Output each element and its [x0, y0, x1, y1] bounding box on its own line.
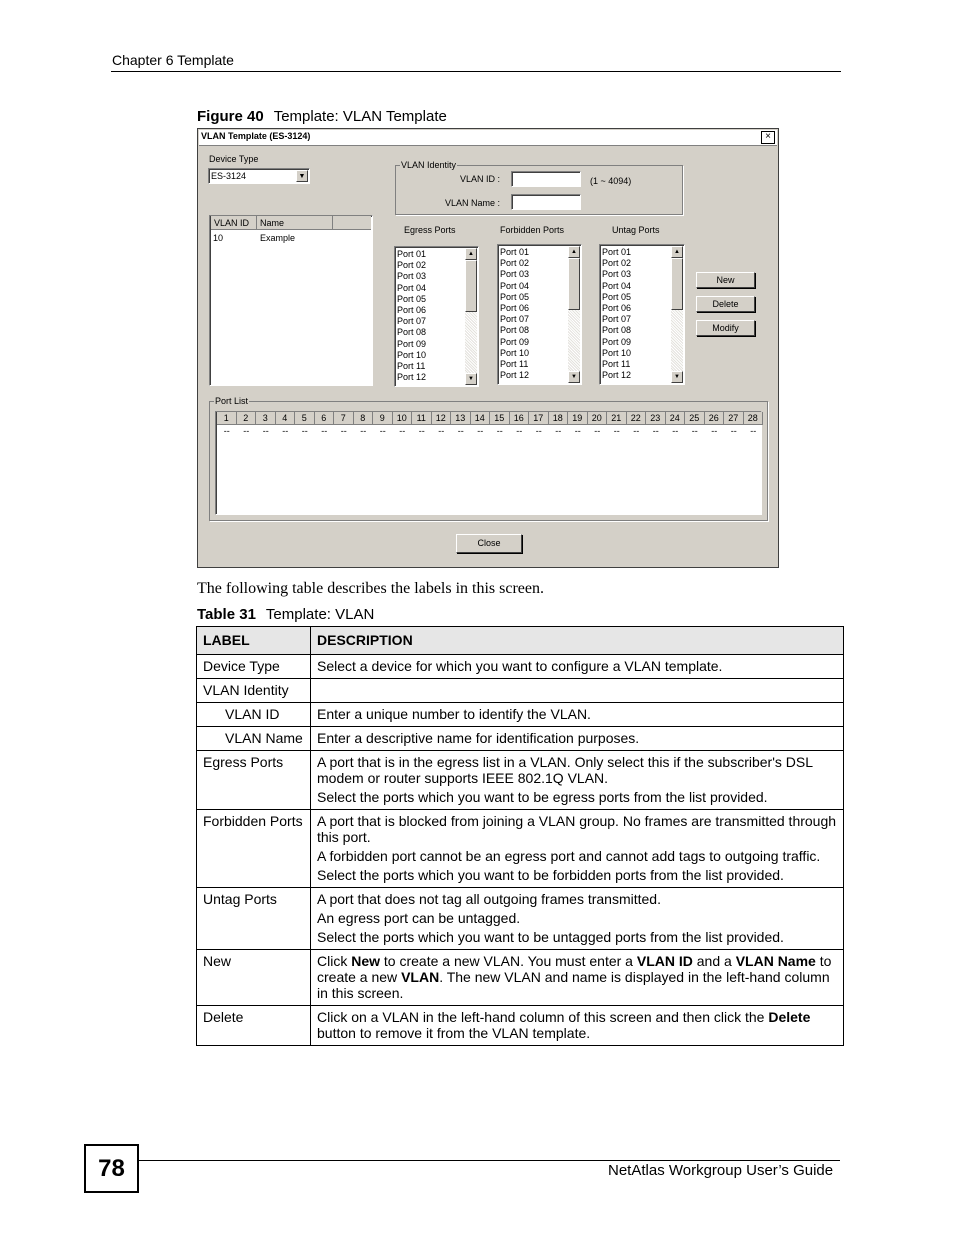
desc-text: to create a new [317, 953, 832, 985]
vlan-list[interactable] [209, 215, 373, 386]
vlan-id-input[interactable] [511, 171, 581, 187]
port-list-item[interactable]: Port 02 [500, 258, 530, 269]
close-button[interactable]: Close [456, 534, 522, 553]
desc-text: button to remove it from the VLAN template. [317, 1025, 591, 1041]
port-column-header[interactable]: 9 [373, 412, 393, 425]
port-list-item[interactable]: Port 08 [500, 325, 530, 336]
port-column-header[interactable]: 6 [315, 412, 335, 425]
desc-bold: VLAN ID [636, 953, 693, 969]
port-column-header[interactable]: 27 [724, 412, 744, 425]
port-list-item[interactable]: Port 07 [602, 314, 632, 325]
untag-scrollbar[interactable] [671, 246, 683, 383]
port-column-header[interactable]: 17 [529, 412, 549, 425]
port-column-header[interactable]: 2 [237, 412, 257, 425]
port-list-item[interactable]: Port 09 [500, 336, 530, 347]
header-rule [111, 71, 841, 72]
page-number: 78 [84, 1144, 139, 1193]
port-column-header[interactable]: 19 [568, 412, 588, 425]
new-button[interactable]: New [696, 272, 755, 288]
port-list-item[interactable]: Port 11 [602, 359, 631, 369]
port-cell[interactable]: -- [262, 426, 269, 436]
port-list-grid[interactable] [215, 411, 762, 515]
desc-bold: New [351, 953, 381, 969]
device-type-select[interactable] [208, 168, 310, 184]
port-list-item[interactable]: Port 05 [397, 293, 427, 304]
port-column-header[interactable]: 7 [334, 412, 354, 425]
port-cell[interactable]: -- [613, 426, 620, 436]
row-label: Forbidden Ports [197, 810, 311, 888]
delete-button[interactable]: Delete [696, 296, 755, 312]
vlan-list-col-name[interactable]: Name [257, 216, 333, 230]
vlan-identity-label: VLAN Identity [401, 160, 457, 170]
port-column-header[interactable]: 5 [295, 412, 315, 425]
table-header-row [197, 627, 844, 655]
desc-paragraph: A forbidden port cannot be an egress port and cannot add tags to outgoing traffic. [317, 848, 821, 864]
port-list-item[interactable]: Port 02 [602, 258, 632, 269]
port-list-item[interactable]: Port 06 [397, 305, 427, 315]
port-column-header[interactable]: 23 [646, 412, 666, 425]
table-row [197, 655, 844, 679]
row-label: New [197, 950, 311, 1006]
table-caption [197, 606, 374, 623]
port-list-item[interactable]: Port 09 [602, 336, 632, 347]
egress-scrollbar[interactable] [465, 248, 477, 385]
port-list-item[interactable]: Port 11 [500, 359, 529, 369]
port-column-header[interactable]: 8 [354, 412, 374, 425]
port-cell[interactable]: -- [243, 426, 250, 436]
port-list-group [209, 396, 768, 521]
table-row [197, 888, 844, 950]
col-description-header: DESCRIPTION [311, 627, 844, 655]
scroll-thumb[interactable] [465, 260, 477, 312]
vlan-row-id[interactable]: 10 [213, 233, 224, 243]
port-cell[interactable]: -- [477, 426, 484, 436]
port-cell[interactable]: -- [633, 426, 640, 436]
port-list-item[interactable]: Port 12 [500, 370, 530, 381]
row-label: VLAN ID [197, 703, 311, 727]
port-cell[interactable]: -- [496, 426, 503, 436]
running-header: Chapter 6 Template [112, 52, 234, 68]
row-label: VLAN Name [197, 727, 311, 751]
port-list-item[interactable]: Port 11 [397, 361, 426, 371]
port-list-item[interactable]: Port 08 [397, 327, 427, 338]
forbidden-ports-label: Forbidden Ports [500, 225, 565, 235]
row-label: VLAN Identity [197, 679, 311, 703]
label-description-table [196, 626, 844, 1046]
scroll-up-icon[interactable]: ▲ [671, 246, 683, 258]
port-column-header[interactable]: 24 [666, 412, 686, 425]
chevron-down-icon[interactable]: ▼ [296, 170, 308, 182]
guide-title: NetAtlas Workgroup User’s Guide [608, 1162, 834, 1179]
close-icon[interactable]: × [761, 131, 775, 144]
port-column-header[interactable]: 21 [607, 412, 627, 425]
row-description [311, 1006, 844, 1046]
port-cell[interactable]: -- [360, 426, 367, 436]
table-row [197, 703, 844, 727]
footer-rule [139, 1160, 840, 1161]
port-column-header[interactable]: 16 [510, 412, 530, 425]
port-column-header[interactable]: 13 [451, 412, 471, 425]
vlan-row-name[interactable]: Example [260, 233, 296, 243]
port-cell[interactable]: -- [691, 426, 698, 436]
port-column-header[interactable]: 26 [705, 412, 725, 425]
port-cell[interactable]: -- [594, 426, 601, 436]
port-list-item[interactable]: Port 04 [397, 282, 427, 293]
desc-text: and a [692, 953, 736, 969]
table-label: Table 31 [197, 606, 256, 623]
port-column-header[interactable]: 12 [432, 412, 452, 425]
port-cell[interactable]: -- [418, 426, 425, 436]
port-list-item[interactable]: Port 06 [602, 303, 632, 313]
desc-text: Click on a VLAN in the left-hand column of this screen and then click the [317, 1009, 769, 1025]
port-cell[interactable]: -- [457, 426, 464, 436]
device-type-label: Device Type [209, 154, 259, 164]
port-list-item[interactable]: Port 02 [397, 260, 427, 271]
scroll-up-icon[interactable]: ▲ [465, 248, 477, 260]
port-cell[interactable]: -- [574, 426, 581, 436]
port-cell[interactable]: -- [321, 426, 328, 436]
port-list-item[interactable]: Port 01 [500, 247, 530, 257]
row-description [311, 888, 844, 950]
vlan-identity-group [395, 160, 683, 215]
port-cell[interactable]: -- [750, 426, 757, 436]
port-list-item[interactable]: Port 12 [602, 370, 632, 381]
row-description [311, 679, 844, 703]
scroll-down-icon[interactable]: ▼ [465, 373, 477, 385]
scroll-down-icon[interactable]: ▼ [671, 371, 683, 383]
port-cell[interactable]: -- [535, 426, 542, 436]
row-label: Untag Ports [197, 888, 311, 950]
port-cell[interactable]: -- [652, 426, 659, 436]
table-title: Template: VLAN [265, 606, 375, 623]
port-list-item[interactable]: Port 04 [500, 280, 530, 291]
table-row [197, 727, 844, 751]
figure-label: Figure 40 [197, 108, 264, 125]
table-row [197, 1006, 844, 1046]
port-cell[interactable]: -- [340, 426, 347, 436]
port-cell[interactable]: -- [672, 426, 679, 436]
desc-text: . The new VLAN and name is displayed in the left-hand column in this screen. [317, 969, 830, 1001]
port-list-item[interactable]: Port 06 [500, 303, 530, 313]
port-list-item[interactable]: Port 03 [500, 269, 530, 280]
port-column-header[interactable]: 25 [685, 412, 705, 425]
table-row [197, 950, 844, 1006]
port-list-item[interactable]: Port 10 [397, 349, 427, 360]
row-description [311, 950, 844, 1006]
port-column-header[interactable]: 28 [744, 412, 764, 425]
desc-paragraph: Select the ports which you want to be untagged ports from the list provided. [317, 929, 784, 945]
row-description: Select a device for which you want to configure a VLAN template. [311, 655, 844, 679]
port-column-header[interactable]: 1 [217, 412, 237, 425]
port-list-item[interactable]: Port 07 [500, 314, 530, 325]
vlan-template-dialog [197, 128, 779, 568]
desc-text: Click [317, 953, 352, 969]
egress-ports-label: Egress Ports [404, 225, 456, 235]
port-cell[interactable]: -- [282, 426, 289, 436]
device-type-value: ES-3124 [211, 171, 247, 181]
figure-title: Template: VLAN Template [273, 108, 447, 125]
port-list-item[interactable]: Port 12 [397, 372, 427, 383]
vlan-id-label: VLAN ID : [460, 174, 501, 184]
port-cell[interactable]: -- [555, 426, 562, 436]
row-description [311, 751, 844, 810]
vlan-id-range: (1 ~ 4094) [590, 176, 632, 186]
desc-bold: VLAN [401, 969, 440, 985]
desc-bold: Delete [768, 1009, 811, 1025]
row-label: Delete [197, 1006, 311, 1046]
forbidden-ports-list[interactable] [497, 244, 582, 385]
port-list-item[interactable]: Port 01 [602, 247, 632, 257]
dialog-titlebar [199, 130, 777, 146]
row-description: Enter a unique number to identify the VLAN. [311, 703, 844, 727]
untag-ports-list[interactable] [599, 244, 685, 385]
port-column-header[interactable]: 22 [627, 412, 647, 425]
desc-bold: VLAN Name [735, 953, 816, 969]
port-cell[interactable]: -- [711, 426, 718, 436]
port-column-header[interactable]: 4 [276, 412, 296, 425]
port-list-item[interactable]: Port 03 [602, 269, 632, 280]
vlan-name-input[interactable] [511, 194, 581, 210]
port-cell[interactable]: -- [399, 426, 406, 436]
port-list-label: Port List [215, 396, 249, 406]
col-label-header: LABEL [197, 627, 311, 655]
port-list-item[interactable]: Port 08 [602, 325, 632, 336]
egress-ports-list[interactable] [394, 246, 479, 387]
port-list-item[interactable]: Port 09 [397, 338, 427, 349]
intro-text: The following table describes the labels in this screen. [197, 580, 545, 597]
port-list-item[interactable]: Port 04 [602, 280, 632, 291]
desc-paragraph: A port that is blocked from joining a VLAN group. No frames are transmitted through this port. [317, 813, 837, 845]
port-column-header[interactable]: 14 [471, 412, 491, 425]
table-row [197, 751, 844, 810]
port-list-item[interactable]: Port 10 [602, 347, 632, 358]
port-list-item[interactable]: Port 05 [500, 291, 530, 302]
port-list-item[interactable]: Port 07 [397, 316, 427, 327]
row-label: Device Type [197, 655, 311, 679]
port-column-header[interactable]: 15 [490, 412, 510, 425]
desc-paragraph: Select the ports which you want to be egress ports from the list provided. [317, 789, 768, 805]
scroll-down-icon[interactable]: ▼ [568, 371, 580, 383]
row-description [311, 810, 844, 888]
port-cell[interactable]: -- [730, 426, 737, 436]
port-cell[interactable]: -- [438, 426, 445, 436]
vlan-list-col-blank [333, 216, 371, 230]
port-list-item[interactable]: Port 01 [397, 249, 427, 259]
figure-caption [197, 108, 447, 125]
vlan-name-label: VLAN Name : [445, 198, 501, 208]
port-cell[interactable]: -- [379, 426, 386, 436]
desc-paragraph: A port that does not tag all outgoing frames transmitted. [317, 891, 661, 907]
row-label: Egress Ports [197, 751, 311, 810]
row-description: Enter a descriptive name for identification purposes. [311, 727, 844, 751]
port-column-header[interactable]: 11 [412, 412, 432, 425]
untag-ports-label: Untag Ports [612, 225, 660, 235]
scroll-up-icon[interactable]: ▲ [568, 246, 580, 258]
scroll-thumb[interactable] [671, 258, 683, 310]
port-column-header[interactable]: 20 [588, 412, 608, 425]
port-column-header[interactable]: 18 [549, 412, 569, 425]
port-column-header[interactable]: 10 [393, 412, 413, 425]
port-list-item[interactable]: Port 03 [397, 271, 427, 282]
table-row [197, 679, 844, 703]
modify-button[interactable]: Modify [696, 320, 755, 336]
port-cell[interactable]: -- [223, 426, 230, 436]
forbidden-scrollbar[interactable] [568, 246, 580, 383]
table-row [197, 810, 844, 888]
desc-text: to create a new VLAN. You must enter a [380, 953, 637, 969]
desc-paragraph: Select the ports which you want to be forbidden ports from the list provided. [317, 867, 784, 883]
port-cell[interactable]: -- [516, 426, 523, 436]
desc-paragraph: An egress port can be untagged. [317, 910, 521, 926]
scroll-thumb[interactable] [568, 258, 580, 310]
port-column-header[interactable]: 3 [256, 412, 276, 425]
dialog-title: VLAN Template (ES-3124) [201, 131, 311, 141]
port-cell[interactable]: -- [301, 426, 308, 436]
desc-paragraph: A port that is in the egress list in a VLAN. Only select this if the subscriber's DSL modem or router supports IEEE 802.1Q VLAN. [317, 754, 813, 786]
vlan-list-col-id[interactable]: VLAN ID [211, 216, 257, 230]
port-list-item[interactable]: Port 05 [602, 291, 632, 302]
port-list-item[interactable]: Port 10 [500, 347, 530, 358]
